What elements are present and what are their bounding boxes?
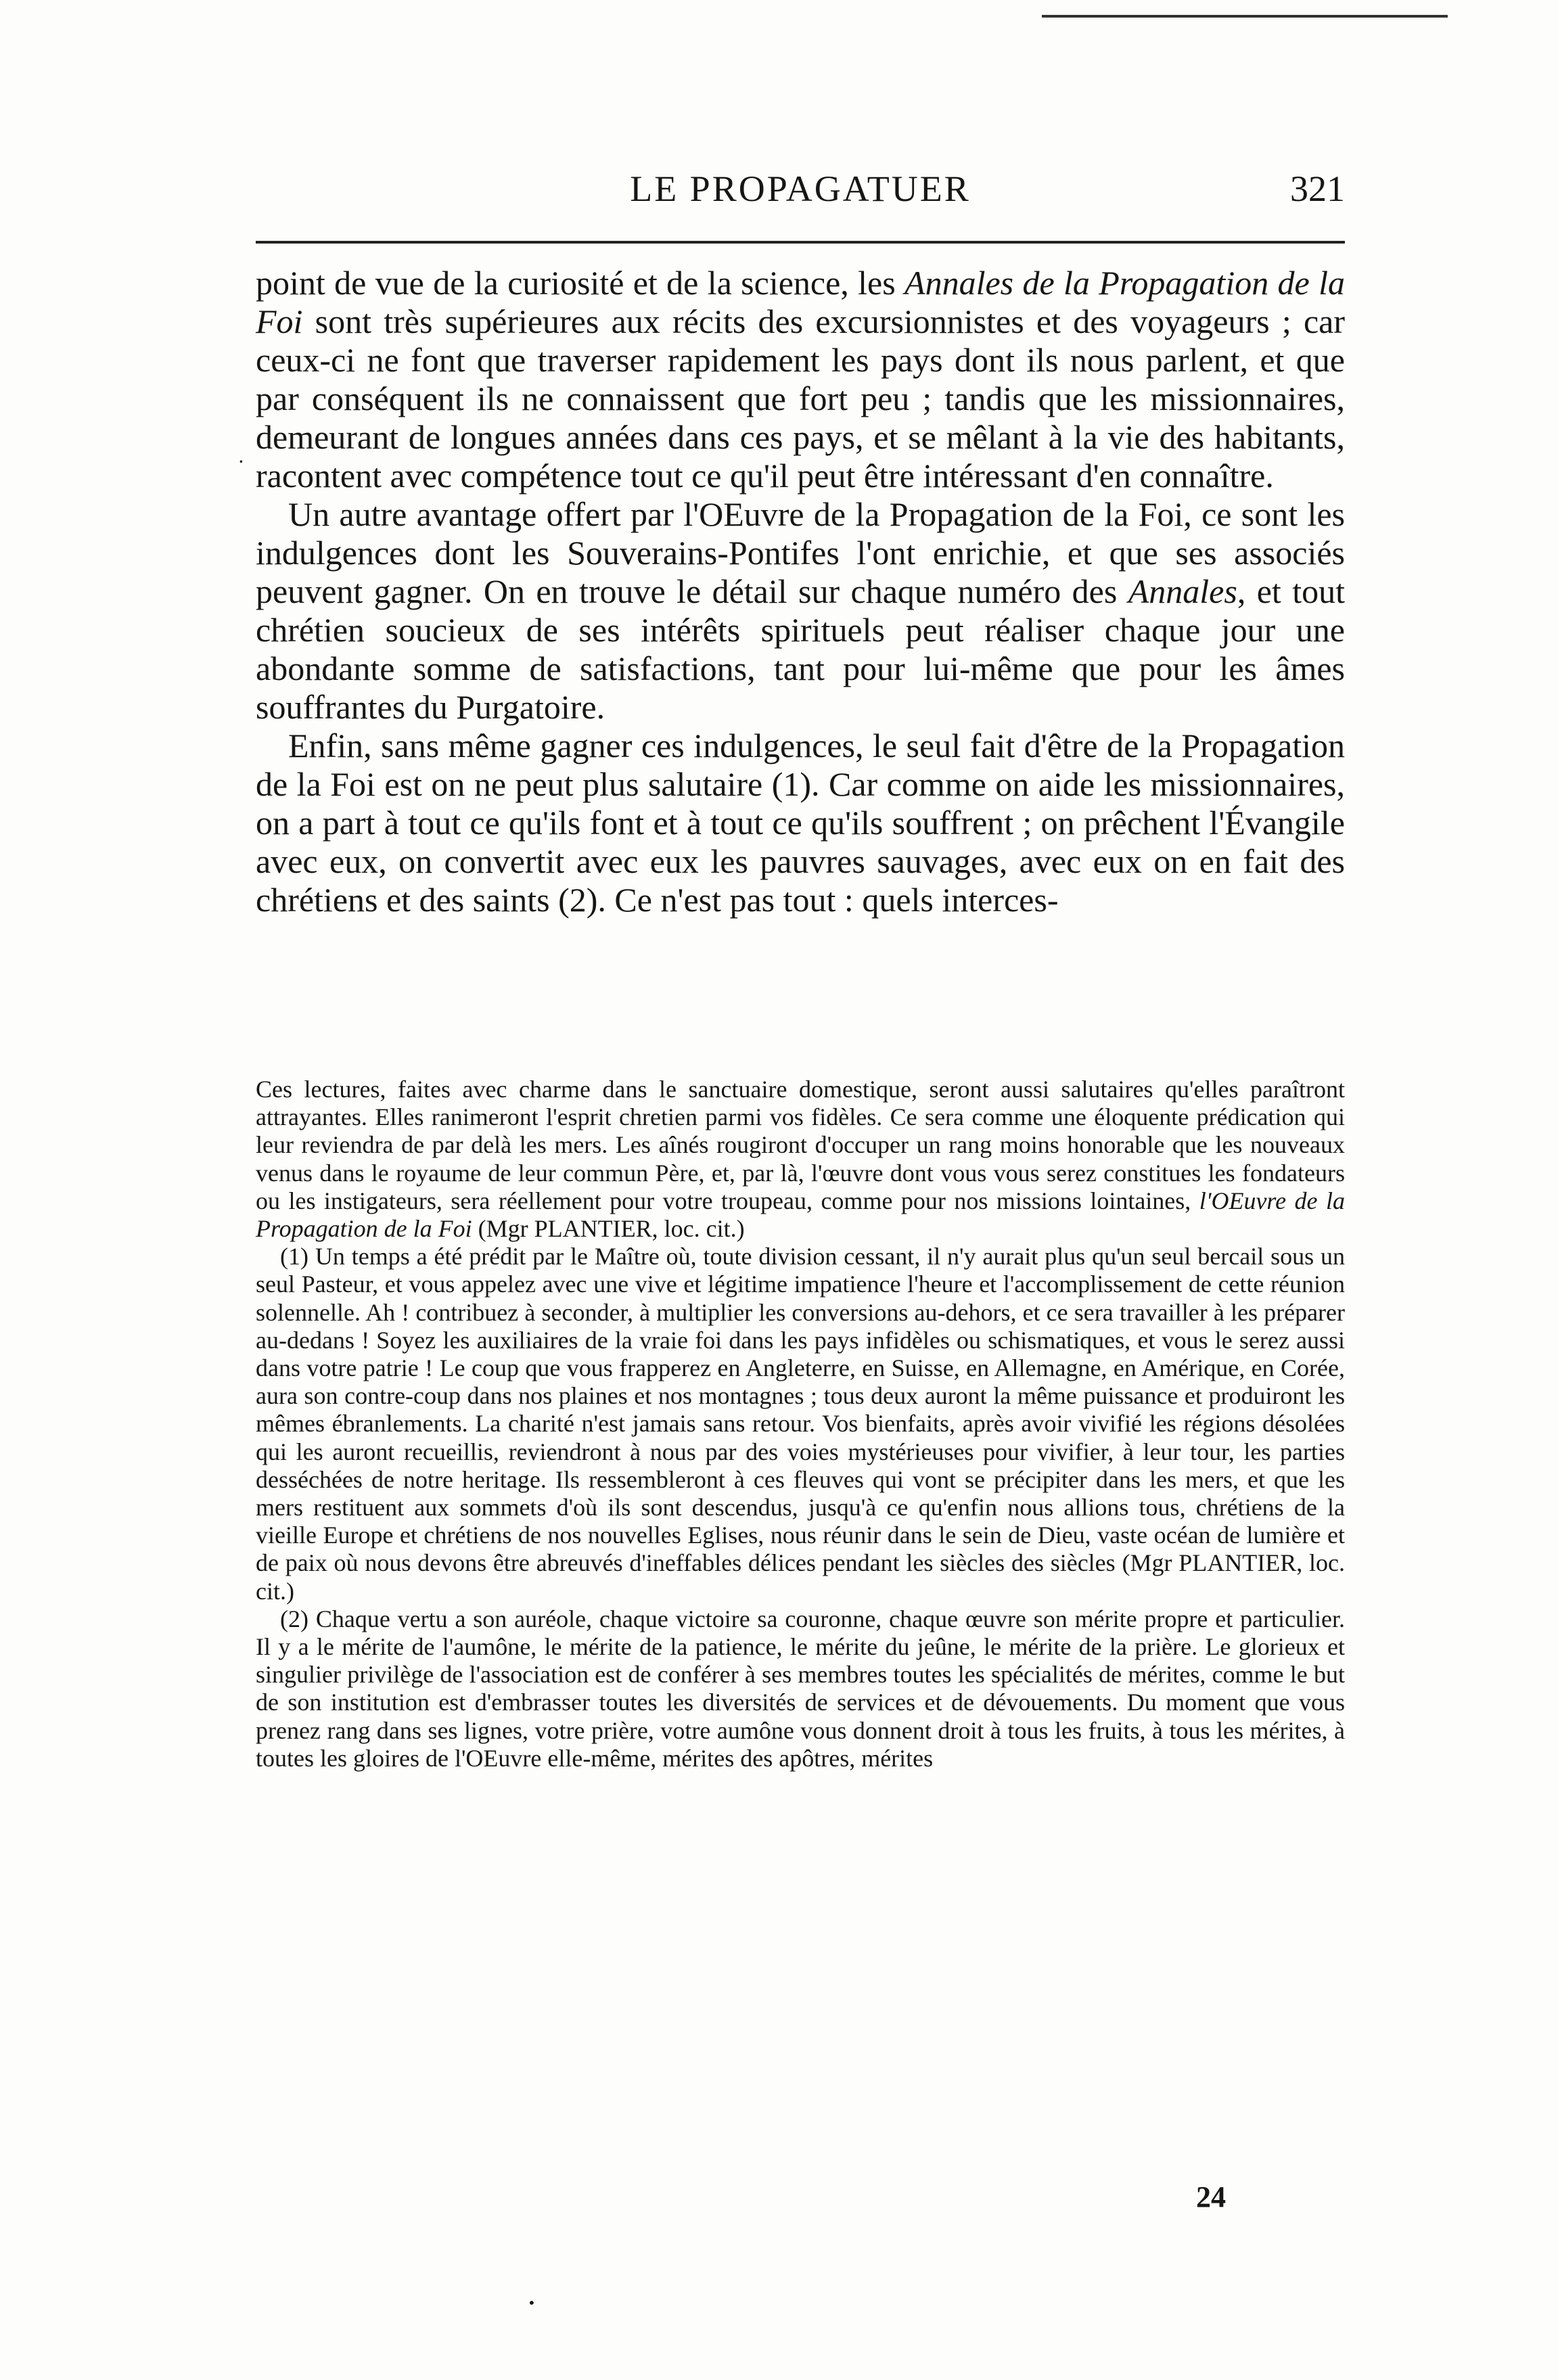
paragraph-text: Un autre avantage offert par l'OEuvre de la Propagation de la Foi, ce sont les indulgences dont les Souverains-Pontifes l'ont enrichie, et que ses associés peuvent gagner. On en trouve le détail sur chaque numéro des <box>256 495 1345 610</box>
italic-title: Annales <box>1128 572 1237 610</box>
italic-title: l'OEuvre de la Propagation de la Foi <box>256 1187 1345 1243</box>
footnote-2: (2) Chaque vertu a son auréole, chaque victoire sa couronne, chaque œuvre son mérite propre et particulier. Il y a le mérite de l'aumône, le mérite de la patience, le mérite du jeûne, le mérite de la prière. Le glorieux et singulier privilège de l'association est de conférer à ses membres toutes les spécialités de mérites, comme le but de son institution est d'embrasser toutes les diversités de services et de dévouements. Du moment que vous prenez rang dans ses lignes, votre prière, votre aumône vous donnent droit à tous les fruits, à tous les mérites, à toutes les gloires de l'OEuvre elle-même, mérites des apôtres, mérites <box>256 1605 1345 1772</box>
footnote-continuation <box>256 1076 1345 1243</box>
footnote-1: (1) Un temps a été prédit par le Maître où, toute division cessant, il n'y aurait plus qu'un seul bercail sous un seul Pasteur, et vous appelez avec une vive et légitime impatience l'heure et l'accomplissement de cette réunion solennelle. Ah ! contribuez à seconder, à multiplier les conversions au-dehors, et ce sera travailler à les préparer au-dedans ! Soyez les auxiliaires de la vraie foi dans les pays infidèles ou schismatiques, et vous le serez aussi dans votre patrie ! Le coup que vous frapperez en Angleterre, en Suisse, en Allemagne, en Amérique, en Corée, aura son contre-coup dans nos plaines et nos montagnes ; tous deux auront la même puissance et produiront les mêmes ébranlements. La charité n'est jamais sans retour. Vos bienfaits, après avoir vivifié les régions désolées qui les auront recueillis, reviendront à nous par des voies mystérieuses pour vivifier, à leur tour, les parties desséchées de notre heritage. Ils ressembleront à ces fleuves qui vont se précipiter dans les mers, et que les mers restituent aux sommets d'où ils sont descendus, jusqu'à ce qu'enfin nous allions tous, chrétiens de la vieille Europe et chrétiens de nos nouvelles Eglises, nous réunir dans le sein de Dieu, vaste océan de lumière et de paix où nous devons être abreuvés d'ineffables délices pendant les siècles des siècles (Mgr PLANTIER, loc. cit.) <box>256 1243 1345 1605</box>
header-rule <box>256 241 1345 244</box>
paragraph-text: Enfin, sans même gagner ces indulgences, le seul fait d'être de la Propagation de la Foi est on ne peut plus salutaire (1). Car comme on aide les missionnaires, on a part à tout ce qu'ils font et à tout ce qu'ils souffrent ; on prêchent l'Évangile avec eux, on convertit avec eux les pauvres sauvages, avec eux on en fait des chrétiens et des saints (2). Ce n'est pas tout : quels interces- <box>256 727 1345 919</box>
footnotes <box>256 1076 1345 1772</box>
page-header <box>256 168 1345 215</box>
paragraph <box>256 495 1345 727</box>
footnote-text: Ces lectures, faites avec charme dans le sanctuaire domestique, seront aussi salutaires qu'elles paraîtront attrayantes. Elles ranimeront l'esprit chretien parmi vos fidèles. Ce sera comme une éloquente prédication qui leur reviendra de par delà les mers. Les aînés rougiront d'occuper un rang moins honorable que les nouveaux venus dans le royaume de leur commun Père, et, par là, l'œuvre dont vous vous serez constitues les fondateurs ou les instigateurs, sera réellement pour votre troupeau, comme pour nos missions lointaines, <box>256 1076 1345 1214</box>
paragraph <box>256 264 1345 495</box>
stray-mark: • <box>528 2295 536 2311</box>
running-head: LE PROPAGATUER <box>630 168 971 209</box>
top-edge-rule <box>1042 15 1448 18</box>
page-number: 321 <box>1290 168 1345 209</box>
paragraph-text: sont très supérieures aux récits des excursionnistes et des voyageurs ; car ceux-ci ne font que traverser rapidement les pays dont ils nous parlent, et que par conséquent ils ne connaissent que fort peu ; tandis que les missionnaires, demeurant de longues années dans ces pays, et se mêlant à la vie des habitants, racontent avec compétence tout ce qu'il peut être intéressant d'en connaître. <box>256 302 1345 495</box>
italic-title: Annales de la Propagation de la Foi <box>256 264 1345 340</box>
paragraph-text: point de vue de la curiosité et de la science, les <box>256 264 905 302</box>
paragraph <box>256 727 1345 919</box>
signature-mark: 24 <box>1196 2180 1226 2214</box>
margin-mark: · <box>238 451 244 473</box>
paragraph-text: , et tout chrétien soucieux de ses intérêts spirituels peut réaliser chaque jour une abondante somme de satisfactions, tant pour lui-même que pour les âmes souffrantes du Purgatoire. <box>256 572 1345 726</box>
footnote-text: (Mgr PLANTIER, loc. cit.) <box>472 1215 745 1243</box>
main-text <box>256 264 1345 919</box>
